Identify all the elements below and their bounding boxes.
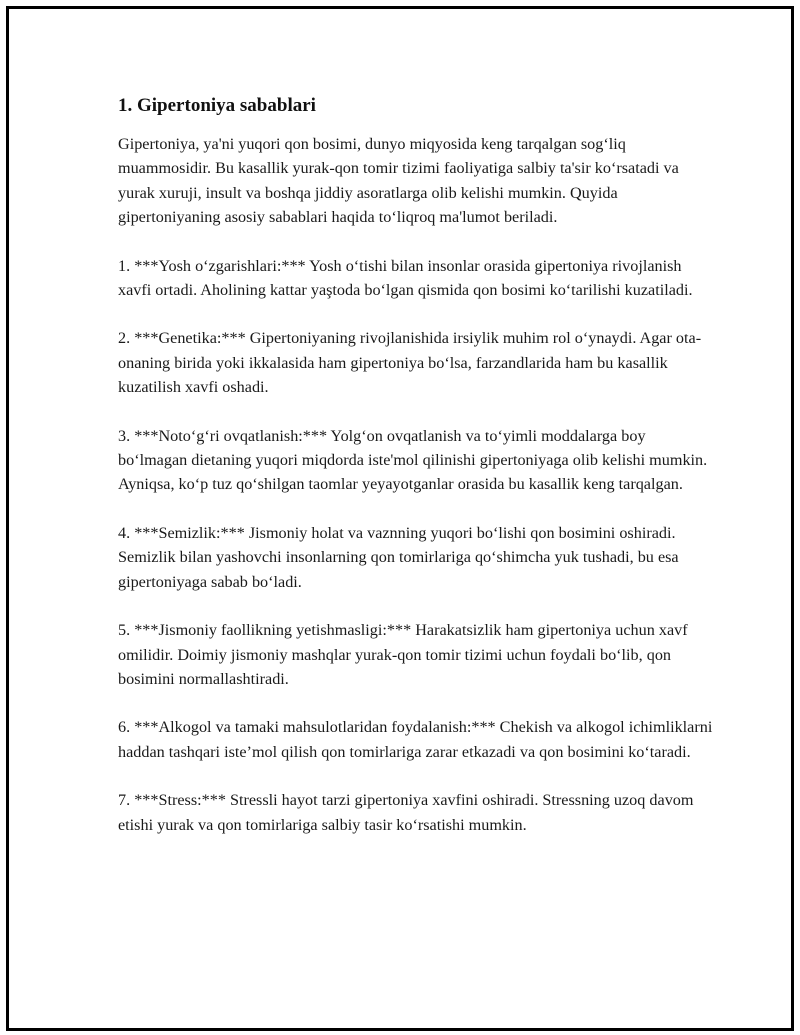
document-body	[118, 92, 718, 861]
intro-paragraph: Gipertoniya, ya'ni yuqori qon bosimi, dunyo miqyosida keng tarqalgan sog‘liq muammosidir. Bu kasallik yurak-qon tomir tizimi faoliyatiga salbiy ta'sir ko‘rsatadi va yurak xuruji, insult va boshqa jiddiy asoratlarga olib kelishi mumkin. Quyida gipertoniyaning asosiy sabablari haqida to‘liqroq ma'lumot beriladi.	[118, 135, 679, 227]
list-item-age-changes: 1. ***Yosh o‘zgarishlari:*** Yosh o‘tishi bilan insonlar orasida gipertoniya rivojlanish xavfi ortadi. Aholining kattar yaştoda bo‘lgan qismida qon bosimi ko‘tarilishi kuzatiladi.	[118, 256, 693, 300]
list-item-alcohol-tobacco: 6. ***Alkogol va tamaki mahsulotlaridan foydalanish:*** Chekish va alkogol ichimliklarni haddan tashqari iste’mol qilish qon tomirlariga zarar etkazadi va qon bosimini ko‘taradi.	[118, 718, 713, 761]
list-item-genetics: 2. ***Genetika:*** Gipertoniyaning rivojlanishida irsiylik muhim rol o‘ynaydi. Agar ota-onaning birida yoki ikkalasida ham gipertoniya bo‘lsa, farzandlarida ham bu kasallik kuzatilish xavfi oshadi.	[118, 329, 702, 397]
list-item-physical-inactivity: 5. ***Jismoniy faollikning yetishmasligi:*** Harakatsizlik ham gipertoniya uchun xavf omilidir. Doimiy jismoniy mashqlar yurak-qon tomir tizimi uchun foydali bo‘lib, qon bosimini normallashtiradi.	[118, 621, 688, 688]
list-item-obesity: 4. ***Semizlik:*** Jismoniy holat va vaznning yuqori bo‘lishi qon bosimini oshiradi. Semizlik bilan yashovchi insonlarning qon tomirlariga qo‘shimcha yuk tushadi, bu esa gipertoniyaga sabab bo‘ladi.	[118, 523, 679, 591]
document-title: 1. Gipertoniya sabablari	[118, 95, 316, 116]
list-item-stress: 7. ***Stress:*** Stressli hayot tarzi gipertoniya xavfini oshiradi. Stressning uzoq davom etishi yurak va qon tomirlariga salbiy tasir ko‘rsatishi mumkin.	[118, 791, 694, 834]
list-item-poor-diet: 3. ***Noto‘g‘ri ovqatlanish:*** Yolg‘on ovqatlanish va to‘yimli moddalarga boy bo‘lmagan dietaning yuqori miqdorda iste'mol qilinishi gipertoniyaga olib kelishi mumkin. Ayniqsa, ko‘p tuz qo‘shilgan taomlar yeyayotganlar orasida bu kasallik keng tarqalgan.	[118, 426, 708, 494]
